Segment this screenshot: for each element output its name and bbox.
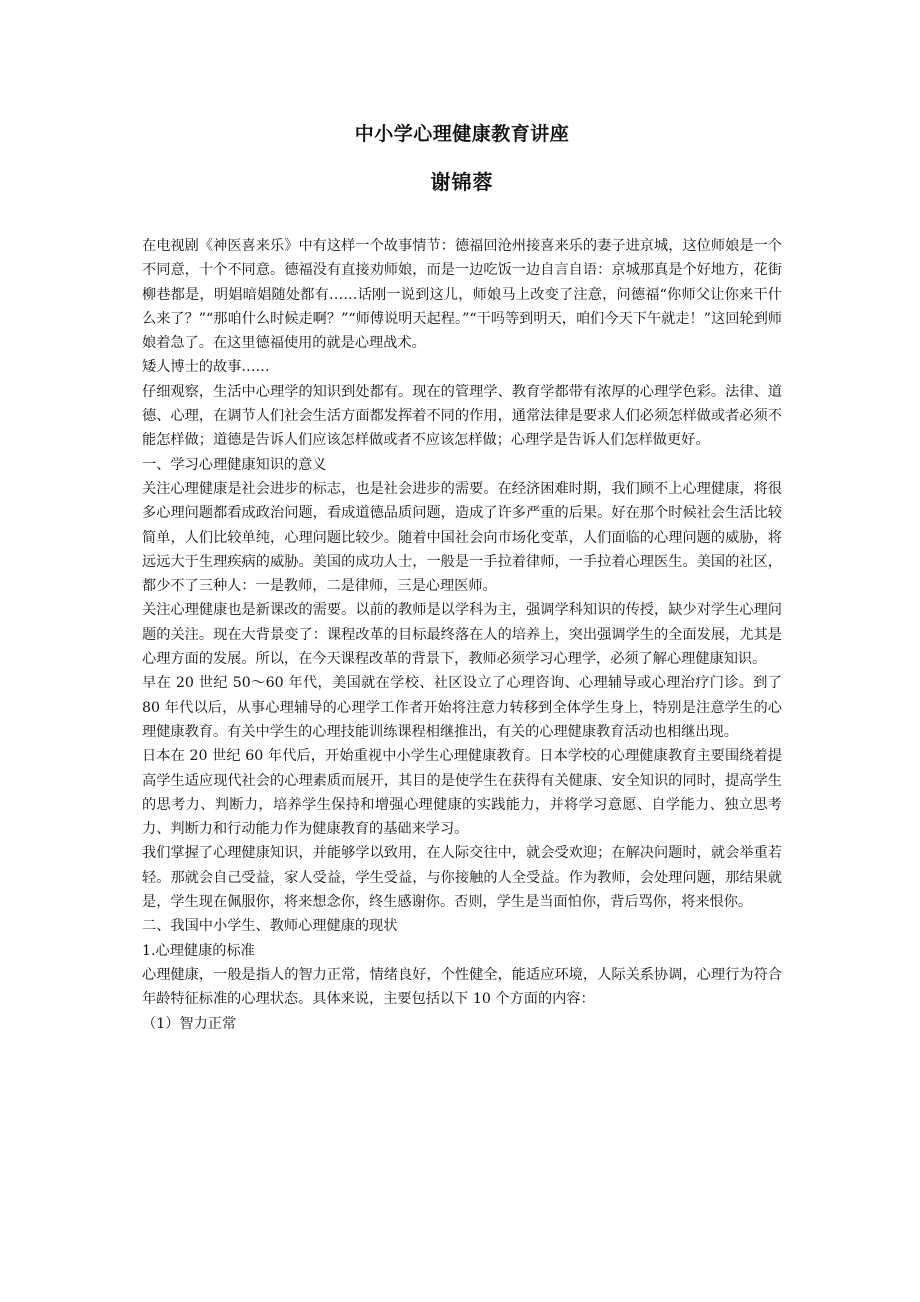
paragraph-story: 在电视剧《神医喜来乐》中有这样一个故事情节：德福回沧州接喜来乐的妻子进京城，这位师娘是一个不同意，十个不同意。德福没有直接劝师娘，而是一边吃饭一边自言自语：京城那真是个好地方，花街柳巷都是，明娼暗娼随处都有……话刚一说到这儿，师娘马上改变了注意，问德福“你师父让你来干什么来了？”“那咱什么时候走啊？”“师傅说明天起程。”“干吗等到明天，咱们今天下午就走！”这回轮到师娘着急了。在这里德福使用的就是心理战术。 xyxy=(142,238,782,352)
paragraph-benefits: 我们掌握了心理健康知识，并能够学以致用，在人际交往中，就会受欢迎；在解决问题时，就会举重若轻。那就会自己受益，家人受益，学生受益，与你接触的人全受益。作为教师，会处理问题，那结果就是，学生现在佩服你，将来想念你，终生感谢你。否则，学生是当面怕你，背后骂你，将来恨你。 xyxy=(142,845,782,911)
subsection-heading-1: 1.心理健康的标准 xyxy=(142,942,255,959)
paragraph-definition: 心理健康，一般是指人的智力正常，情绪良好，个性健全，能适应环境，人际关系协调，心理行为符合年龄特征标准的心理状态。具体来说，主要包括以下 10 个方面的内容： xyxy=(142,966,782,1008)
document-author: 谢锦蓉 xyxy=(430,170,494,194)
paragraph-dwarf-story: 矮人博士的故事…… xyxy=(142,359,270,376)
document-body xyxy=(142,234,782,1036)
paragraph-curriculum-reform: 关注心理健康也是新课改的需要。以前的教师是以学科为主，强调学科知识的传授，缺少对学生心理问题的关注。现在大背景变了：课程改革的目标最终落在人的培养上，突出强调学生的全面发展，尤其是心理方面的发展。所以，在今天课程改革的背景下，教师必须学习心理学，必须了解心理健康知识。 xyxy=(142,602,782,668)
paragraph-observation: 仔细观察，生活中心理学的知识到处都有。现在的管理学、教育学都带有浓厚的心理学色彩。法律、道德、心理，在调节人们社会生活方面都发挥着不同的作用，通常法律是要求人们必须怎样做或者必须不能怎样做；道德是告诉人们应该怎样做或者不应该怎样做；心理学是告诉人们怎样做更好。 xyxy=(142,383,782,449)
paragraph-usa: 早在 20 世纪 50～60 年代，美国就在学校、社区设立了心理咨询、心理辅导或心理治疗门诊。到了 80 年代以后，从事心理辅导的心理学工作者开始将注意力转移到全体学生身上，特别是注意学生的心理健康教育。有关中学生的心理技能训练课程相继推出，有关的心理健康教育活动也相继出现。 xyxy=(142,675,782,740)
section-heading-1: 一、学习心理健康知识的意义 xyxy=(142,456,327,473)
paragraph-japan: 日本在 20 世纪 60 年代后，开始重视中小学生心理健康教育。日本学校的心理健康教育主要围绕着提高学生适应现代社会的心理素质而展开，其目的是使学生在获得有关健康、安全知识的同时，提高学生的思考力、判断力，培养学生保持和增强心理健康的实践能力，并将学习意愿、自学能力、独立思考力、判断力和行动能力作为健康教育的基础来学习。 xyxy=(142,748,782,838)
section-heading-2: 二、我国中小学生、教师心理健康的现状 xyxy=(142,918,398,935)
paragraph-social-progress: 关注心理健康是社会进步的标志，也是社会进步的需要。在经济困难时期，我们顾不上心理健康，将很多心理问题都看成政治问题，看成道德品质问题，造成了许多严重的后果。好在那个时候社会生活比较简单，人们比较单纯，心理问题比较少。随着中国社会向市场化变革，人们面临的心理问题的威胁，将远远大于生理疾病的威胁。美国的成功人士，一般是一手拉着律师，一手拉着心理医生。美国的社区，都少不了三种人：一是教师，二是律师，三是心理医师。 xyxy=(142,480,782,595)
document-page xyxy=(142,120,782,1036)
list-item-intelligence: （1）智力正常 xyxy=(142,1015,237,1032)
document-title: 中小学心理健康教育讲座 xyxy=(354,123,570,145)
